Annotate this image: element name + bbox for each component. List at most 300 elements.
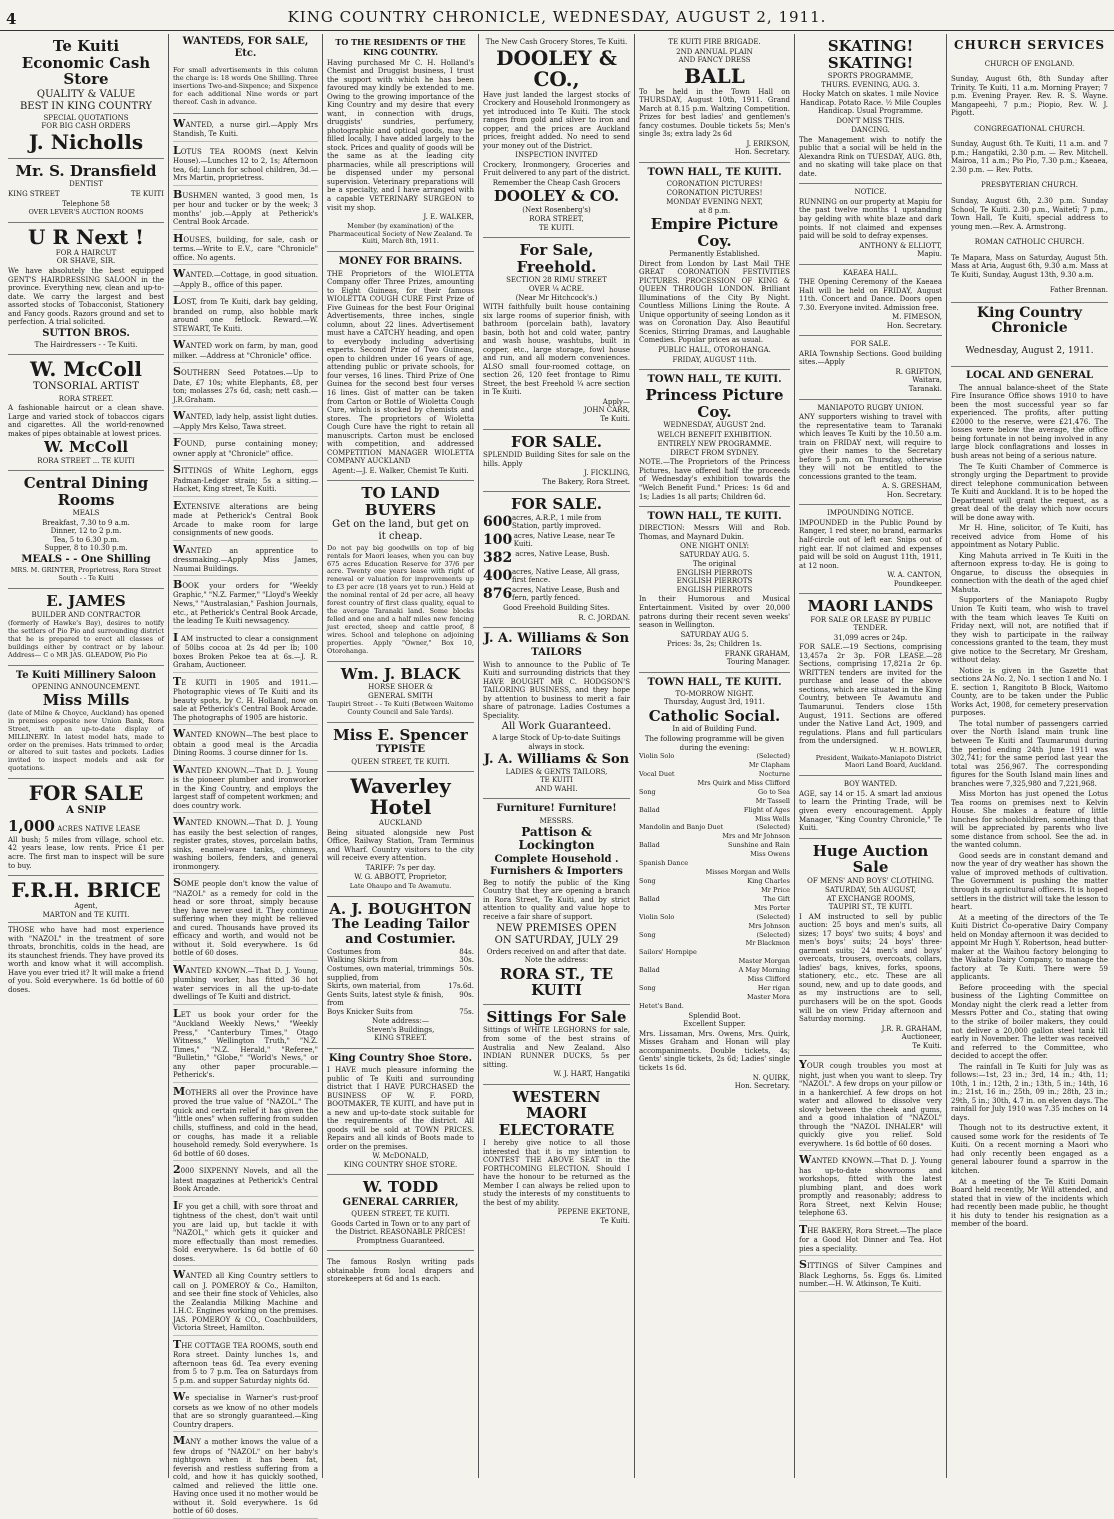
news-paragraph: The annual balance-sheet of the State Fire Insurance Office shows 1910 to have been the most successful year so far experienced. The profits, after putting £2000 to the reserve, were £21,476. The losses were below the average, the office being fortunate in not being involved in any large block conflagrations and losses in bush areas not being of a serious nature. <box>951 383 1108 460</box>
lot-acres: 876 <box>483 585 513 602</box>
programme-row <box>639 905 790 913</box>
page-number: 4 <box>6 10 17 28</box>
tariff-label: Costumes from <box>327 947 381 956</box>
sittings-body: Sittings of WHITE LEGHORNS for sale, from some of the best strains of Australia and New Zealand. Also INDIAN RUNNER DUCKS, 5s per sitting. <box>483 1026 630 1069</box>
maori-sign: PEPENE EKETONE, Te Kuiti. <box>557 1208 630 1225</box>
tariff-label: Skirts, own material, from <box>327 982 421 991</box>
james-title: BUILDER AND CONTRACTOR <box>31 610 141 619</box>
canton-sign: W. A. CANTON, Poundkeeper. <box>887 571 942 588</box>
kaeaea-head: KAEAEA HALL. <box>842 268 899 277</box>
wanteds-heading: WANTEDS, FOR SALE, Etc. <box>182 36 309 60</box>
empire-sub: Permanently Established. <box>669 250 760 259</box>
classified-ad: WANTED KNOWN.—That D. J. Young has easily the best selection of ranges, register grates, stoves, porcelain baths, sinks, enamel-ware tanks, chimneys, washing boilers, fenders, and general ironmongery. <box>173 815 318 874</box>
dooley-name: DOOLEY & CO., <box>496 45 617 91</box>
chemist-ad <box>327 34 474 252</box>
programme-row <box>639 878 790 886</box>
todd-title: GENERAL CARRIER, <box>342 1196 459 1208</box>
forsale-heading: FOR SALE <box>28 781 144 806</box>
programme-row <box>639 896 790 904</box>
chronicle-date: Wednesday, August 2, 1911. <box>965 345 1094 356</box>
rugby-head: MANIAPOTO RUGBY UNION. <box>817 403 924 412</box>
church-services-head: CHURCH SERVICES <box>953 38 1106 52</box>
brice-sub: Agent, MARTON and TE KUITI. <box>42 902 130 919</box>
classified-ad: FOUND, purse containing money; owner apply at "Chronicle" office. <box>173 436 318 461</box>
freehold-ad <box>483 238 630 429</box>
millinery-name: Miss Mills <box>42 691 130 710</box>
pattison-ad <box>483 799 630 1005</box>
townhall3: TOWN HALL, TE KUITI. <box>647 511 782 523</box>
classified-ad: SITTINGS of White Leghorn, eggs Padman-Ledger strain; 5s a sitting.—Hacket, King street, Te Kuiti. <box>173 463 318 496</box>
pattison-title: Complete Household . Furnishers & Importers <box>490 853 623 877</box>
boughton-tariff <box>327 948 474 1016</box>
lot-acres: 600 <box>483 513 513 530</box>
freehold-head: For Sale, Freehold. <box>516 241 597 276</box>
todd-name: W. TODD <box>362 1178 439 1197</box>
classified-ad: EXTENSIVE alterations are being made at Petherick's Central Book Arcade to make room for large consignments of new goods. <box>173 499 318 541</box>
empire-date: FRIDAY, AUGUST 11th. <box>672 355 757 364</box>
programme-row <box>639 940 790 948</box>
spencer-addr: QUEEN STREET, TE KUITI. <box>351 757 450 766</box>
news-paragraph: Though not to its destructive extent, it caused some work for the residents of Te Kuiti. On a recent morning a Maori who had only recently been engaged as a general labourer found a sparrow in the kitchen. <box>951 1124 1108 1175</box>
programme-row <box>639 994 790 1002</box>
column-2 <box>169 34 323 1516</box>
programme-item: Song <box>639 876 656 885</box>
jordan-sign: R. C. JORDAN. <box>578 613 630 622</box>
divider <box>951 302 1108 303</box>
gresham-sign: A. S. GRESHAM, Hon. Secretary. <box>882 482 942 499</box>
unext-sub: FOR A HAIRCUT OR SHAVE, SIR. <box>55 248 117 266</box>
tariff-price: 50s. <box>459 965 474 973</box>
classified-ad: HOUSES, building, for sale, cash or terms.—Write to E.V., care "Chronicle" office. No agents. <box>173 232 318 265</box>
roslyn-notice: The famous Roslyn writing pads obtainable from local drapers and storekeepers at 6d and 1s each. <box>327 1258 474 1284</box>
snip-acres: 1,000 <box>8 817 55 836</box>
social-intro: The following programme will be given during the evening: <box>644 735 785 752</box>
tariff-row <box>327 948 474 957</box>
classified-ad: WANTED, a nurse girl.—Apply Mrs Standish, Te Kuiti. <box>173 117 318 142</box>
programme-item: Ballad <box>639 894 660 903</box>
spencer-title: TYPISTE <box>375 744 426 756</box>
sports-head: SPORTS PROGRAMME, THURS. EVENING, AUG. 3. <box>821 72 920 89</box>
landbuyers-sub: Get on the land, but get on it cheap. <box>332 519 469 543</box>
classified-ad: LET us book your order for the "Auckland Weekly News," "Weekly Press," "Canterbury Times," Otago Witness," Wellington Truth," "N.Z. Times," "N.Z. Herald," "Referee," "Bulletin," "Globe," "World's News," or any other paper procurable.—Petherick's. <box>173 1007 318 1083</box>
inspection-label: INSPECTION INVITED <box>515 151 598 160</box>
ball-body: To be held in the Town Hall on THURSDAY, August 10th, 1911. Grand March at 8.15 p.m. Waltzing Competition. Prizes for best ladies' and gentlemen's fancy costumes. Double tickets 5s; Men's single 3s; extra lady 2s 6d <box>639 87 790 139</box>
boy-body: AGE, say 14 or 15. A smart lad anxious to learn the Printing Trade, will be given every encouragement. Apply Manager, "King Country Chronicle," Te Kuiti. <box>799 789 942 833</box>
impound-ad <box>799 505 942 594</box>
lot-acres: 400 <box>483 567 513 584</box>
dentist-address <box>8 190 164 199</box>
maori-body: I hereby give notice to all those interested that it is my intention to CONTEST THE ABOVE SEAT in the FORTHCOMING ELECTION. Should I have the honour to be returned as the Member I can always be relied upon to study the interests of my constituents to the best of my ability. <box>483 1139 630 1207</box>
furniture-head: Furniture! Furniture! <box>496 803 617 815</box>
snip-ad <box>8 779 164 876</box>
freehold-apply: Apply— JOHN CARR, Te Kuiti. <box>583 397 630 423</box>
hart-sign: W. J. HART, Hangatiki <box>553 1070 630 1079</box>
waverley-body: Being situated alongside new Post Office, Railway Station, Tram Terminus and Wharf. Country visitors to the city will receive every attention. <box>327 828 474 863</box>
dentist-town: TE KUITI <box>130 189 164 198</box>
programme-performer: A May Morning <box>738 966 790 975</box>
programme-item: Song <box>639 930 656 939</box>
classified-ad: WANTED KNOWN.—That D. J. Young, plumbing worker, has fitted 36 hot water services in all the up-to-date dwellings of Te Kuiti and district. <box>173 963 318 1005</box>
auction-ad <box>799 839 942 1057</box>
store-special: SPECIAL QUOTATIONS FOR BIG CASH ORDERS <box>41 113 131 131</box>
residents-body: Having purchased Mr C. H. Holland's Chemist and Druggist business, I trust the support with which he has been favoured may kindly be extended to me. Owing to the growing importance of the King Country and my desire that every want, in connection with drugs, druggists' sundries, perfumery, photographic and optical goods, may be filled locally, I have added largely to the stock. Prices and quality of goods will be the same as at the leading city pharmacies, while all prescriptions will be dispensed under my personal supervision. Veterinary preparations will be a specialty, and I have arranged with a capable VETERINARY SURGEON to visit my shop. <box>327 58 474 212</box>
programme-row <box>639 923 790 931</box>
programme-performer: Mrs and Mr Johnson <box>722 832 790 841</box>
dentist-street: KING STREET <box>8 189 60 198</box>
fire-brigade-ad <box>639 34 790 163</box>
presbyterian-head: PRESBYTERIAN CHURCH. <box>980 181 1079 190</box>
boughton-ad <box>327 897 474 1049</box>
programme-row <box>639 851 790 859</box>
dining-name: Central Dining Rooms <box>23 474 149 509</box>
shoe-ad <box>327 1049 474 1176</box>
social-programme <box>639 753 790 1011</box>
brennan-sign: Father Brennan. <box>1049 286 1108 295</box>
williams-stock: A large Stock of Up-to-date Suitings always in stock. <box>492 734 621 751</box>
lot-desc: acres, Native Lease, near Te Kuiti. <box>513 531 615 549</box>
column-7 <box>947 34 1112 1478</box>
programme-performer: Mr Clapham <box>748 760 790 769</box>
brice-ad <box>8 876 164 999</box>
snip-acres-line <box>8 818 164 835</box>
classified-ad: THE COTTAGE TEA ROOMS, south end Rora street. Dainty lunches 1s, and afternoon teas 6d. Tea every evening from 5 to 7 p.m. Tea on Saturdays from 5 p.m. and supper Saturday nights 6d. <box>173 1338 318 1389</box>
mccoll-title: TONSORIAL ARTIST <box>33 381 139 393</box>
princess-programme: ENTIRELY NEW PROGRAMME. DIRECT FROM SYDNEY. <box>657 440 772 457</box>
maorilands-head: MAORI LANDS <box>807 597 934 616</box>
boughton-title: The Leading Tailor and Costumier. <box>331 917 470 947</box>
programme-row <box>639 807 790 815</box>
tariff-row <box>327 1008 474 1017</box>
skating-ad <box>799 34 942 184</box>
freehold-section: SECTION 28 RIMU STREET OVER ¼ ACRE. (Near Mr Hitchcock's.) <box>506 276 607 302</box>
townhall1: TOWN HALL, TE KUITI. <box>647 166 782 178</box>
classified-ad: IF you get a chill, with sore throat and tightness of the chest, don't wait until you are laid up, but tackle it with "NAZOL," which gets it quicker and more effectually than most remedies. Sold everywhere. 1s 6d bottle of 60 doses. <box>173 1199 318 1267</box>
news-paragraph: Good seeds are in constant demand and now the year of dry weather has shown the value of improved methods of cultivation. The Government is pushing the matter through its agricultural officers. It is hoped settlers in the district will take the lesson to heart. <box>951 851 1108 912</box>
programme-performer: (Selected) <box>756 823 790 832</box>
news-paragraph: Miss Morton has just opened the Lotus Tea rooms on premises next to Kelvin House. She makes a feature of little lunches for schoolchildren, something that will be appreciated by parents who live some distance from school. See the ad. in the wanted column. <box>951 790 1108 850</box>
tariff-price: 17s.6d. <box>448 982 474 991</box>
divider <box>8 922 164 923</box>
news-paragraph: The rainfall in Te Kuiti for July was as follows:—1st, 23 in.; 3rd, 14 in.; 4th, 11; 10th, 1 in.; 12th, 2 in.; 13th, 5 in.; 14th, 16 in.; 21st, 16 in.; 25th, 09 in.; 28th, 23 in.; 29th, 5 in.; 30th, 4.7 in. on eleven days. The rainfall for July 1910 was 7.35 inches on 14 days. <box>951 1062 1108 1122</box>
programme-item: Vocal Duet <box>639 769 675 778</box>
programme-performer: Mrs Porter <box>754 903 790 912</box>
masthead-title: KING COUNTRY CHRONICLE, WEDNESDAY, AUGUST 2, 1911. <box>287 8 827 26</box>
catholic-head: ROMAN CATHOLIC CHURCH. <box>974 238 1085 247</box>
news-paragraph: King Mahuta arrived in Te Kuiti in the afternoon express to-day. He is going to Ongarue, to discuss the obsequies in connection with the death of the aged chief Mahuta. <box>951 551 1108 594</box>
column-5 <box>635 34 795 1478</box>
classified-ad: WANTED.—Cottage, in good situation.—Apply B., office of this paper. <box>173 267 318 292</box>
news-paragraph: At a meeting of the Te Kuiti Domain Board held recently, Mr Will attended, and stated that in view of the incidents which had recently been made public, he thought it his duty to tender his resignation as a member of the board. <box>951 1177 1108 1229</box>
programme-row <box>639 762 790 770</box>
rora-address: RORA ST., TE KUITI <box>499 964 614 1000</box>
millinery-ad <box>8 666 164 780</box>
unext-body: We have absolutely the best equipped GENT'S HAIRDRESSING SALOON in the province. Everything new, clean and up-to-date. We carry the largest and best assorted stocks of Tobacconist, Stationery and Fancy goods. Razors ground and set to perfection. A trial solicited. <box>8 267 164 327</box>
mccoll-street: RORA STREET. <box>58 394 114 403</box>
brains-ad <box>327 252 474 481</box>
england-body: Sunday, August 6th, 8th Sunday after Trinity. Te Kuiti, 11 a.m. Morning Prayer; 7 p.m. Evening Prayer. Rev. R. S. Wayne. Mangapeehi, 7 p.m.; Piopio, Rev. W. J. Pigott. <box>951 75 1108 118</box>
williams2-title: LADIES & GENTS TAILORS, TE KUITI AND WAHI. <box>505 767 608 793</box>
lots-foot: Good Freehold Building Sites. <box>503 604 610 613</box>
maorilands-sub: FOR SALE OR LEASE BY PUBLIC TENDER. <box>810 615 931 633</box>
programme-performer: (Selected) <box>756 912 790 921</box>
chronicle-title: King Country Chronicle <box>976 304 1083 337</box>
programme-item: Sailors' Hornpipe <box>639 948 697 957</box>
news-paragraph: Supporters of the Maniapoto Rugby Union Te Kuiti team, who wish to travel with the team which leaves Te Kuiti on Friday next, will not, are notified that if they wish to participate in the railway concessions granted to the team, they must give notice to the Secretary, Mr Gresham, without delay. <box>951 596 1108 665</box>
rugby-ad <box>799 400 942 506</box>
pierrots-date: SATURDAY AUG 5. <box>680 630 749 639</box>
land-lots <box>483 514 630 603</box>
mccoll-ad <box>8 355 164 471</box>
programme-item: Spanish Dance <box>639 859 689 868</box>
programme-row <box>639 753 790 761</box>
mccoll-name: W. McColl <box>29 357 143 382</box>
bowler-sign: W. H. BOWLER, President, Waikato-Maniapoto District Maori Land Board, Auckland. <box>815 745 942 770</box>
land-lot <box>483 514 630 531</box>
brigade-head: TE KUITI FIRE BRIGADE. <box>668 38 761 46</box>
programme-row <box>639 914 790 922</box>
grocery-head: The New Cash Grocery Stores, Te Kuiti. <box>485 38 628 46</box>
fickling-ad <box>483 430 630 493</box>
meal-times: Breakfast, 7.30 to 9 a.m. Dinner, 12 to 2 p.m. Tea, 5 to 6.30 p.m. Supper, 8 to 10.30 p.m. <box>42 518 130 553</box>
tariff-row <box>327 956 474 965</box>
programme-performer: (Selected) <box>756 752 790 761</box>
tariff-label: Walking Skirts from <box>327 956 398 965</box>
classified-ad: TE KUITI in 1905 and 1911.—Photographic views of Te Kuiti and its beauty spots, by C. H. Holland, now on sale at Petherick's Central Book Arcade. The photographs of 1905 are historic. <box>173 675 318 726</box>
tariff-price: 75s. <box>459 1007 474 1016</box>
classified-ad: WANTED all King Country settlers to call on J. POMEROY & Co., Hamilton, and see their fine stock of Vehicles, also the Zealandia Milking Machine and I.H.C. Engines working on the premises. JAS. POMEROY & CO., Coachbuilders, Victoria Street, Hamilton. <box>173 1268 318 1336</box>
programme-row <box>639 985 790 993</box>
sittings-ad <box>483 1005 630 1085</box>
programme-performer: Go to Sea <box>758 787 790 796</box>
pattison-name: Pattison & Lockington <box>518 825 595 853</box>
dining-ad <box>8 471 164 589</box>
black-addr: Taupiri Street - - Te Kuiti (Between Waitomo County Council and Sale Yards). <box>327 700 474 717</box>
furniture-messrs: MESSRS. <box>539 816 574 825</box>
premises-body: Orders received on and after that date. Note the address: <box>486 947 627 965</box>
auction-sub: OF MENS' AND BOYS' CLOTHING. <box>807 876 934 885</box>
dentist-name: Mr. S. Dransfield <box>15 161 157 180</box>
classified-ad: LOST, from Te Kuiti, dark bay gelding, branded on rump, also hobble mark around one fetlock. Reward.—W. STEWART, Te Kuiti. <box>173 294 318 336</box>
boughton-name: A. J. BOUGHTON <box>329 899 472 918</box>
princess-ad <box>639 370 790 507</box>
abbott-sub: Late Ohaupo and Te Awamutu. <box>349 881 452 890</box>
programme-performer: Her rigan <box>757 984 790 993</box>
dining-prop: MRS. M. GRINTER, Proprietress, Rora Street South - - Te Kuiti <box>10 566 162 583</box>
news-paragraph: At a meeting of the directors of the Te Kuiti District Co-operative Dairy Company held on Monday afternoon it was decided to appoint Mr Hugh Y. Robertson, head butter-maker at the Waihou factory belonging to the Waikato Dairy Company, to manage the factory at Te Kuiti. There were 59 applicants. <box>951 913 1108 982</box>
classified-ad: SOUTHERN Seed Potatoes.—Up to Date, £7 10s; white Elephants, £8, per ton; molasses 27s 6d, cash; nett cash.—J.R.Graham. <box>173 365 318 407</box>
james-ad <box>8 589 164 666</box>
tariff-price: 30s. <box>459 956 474 965</box>
programme-row <box>639 833 790 841</box>
classified-ad: WANTED KNOWN—The best place to obtain a good meal is the Arcadia Dining Rooms. 3 course dinner for 1s. <box>173 727 318 760</box>
todd-body: Goods Carted in Town or to any part of the District. REASONABLE PRICES! Promptness Guaranteed. <box>331 1219 470 1245</box>
programme-row <box>639 780 790 788</box>
divider <box>951 366 1108 367</box>
column-6 <box>795 34 947 1478</box>
catholic-social-ad <box>639 673 790 1096</box>
news-paragraph: Notice is given in the Gazette that sections 2A No. 2, No. 1 section 1 and No. 1 E. section 1, Rangitoto B Block, Waitomo County, are to be taken under the Public Works Act, 1908, for cemetery preservation purposes. <box>951 666 1108 718</box>
meal-price: MEALS - - One Shilling <box>21 553 151 565</box>
land-lot <box>483 568 630 585</box>
programme-item: Violin Solo <box>639 752 675 761</box>
classified-ad: WANTED, lady help, assist light duties.—Apply Mrs Kelso, Tawa street. <box>173 409 318 434</box>
kaeaea-ad <box>799 265 942 337</box>
programme-row <box>639 824 790 832</box>
nazol-notice: YOUR cough troubles you most at night, just when you want to sleep. Try "NAZOL". A few drops on your pillow or in a hankerchief. A few drops on hot water and allowed to dissolve very slowly between the cheek and gums, and a good inhalation of "NAZOL" through the "NAZOL INHALER" will quickly give you relief. Sold everywhere. 1s 6d bottle of 60 doses. <box>799 1058 942 1151</box>
coronation-head: CORONATION PICTURES! CORONATION PICTURES! <box>666 180 763 197</box>
todd-addr: QUEEN STREET, TE KUITI. <box>351 1210 450 1219</box>
notice-sign: ANTHONY & ELLIOTT, Mapiu. <box>859 241 942 259</box>
local-paragraphs <box>951 384 1108 1229</box>
news-paragraph: The total number of passengers carried over the North Island main trunk line between Te Kuiti and Taumarunui during the period ending 24th June 1911 was 302,741; for the same period last year the total was 256,967. The corresponding figures for the South Island main lines and branches were 7,325,980 and 7,221,968. <box>951 719 1108 788</box>
spencer-ad <box>327 723 474 772</box>
auction-head: Huge Auction Sale <box>812 841 929 877</box>
england-head: CHURCH OF ENGLAND. <box>984 59 1075 68</box>
dancing-body: The Management wish to notify the public that a social will be held in the Alexandra Rink on TUESDAY, AUG. 8th, and no skating will take place on that date. <box>799 135 942 178</box>
waverley-city: AUCKLAND <box>379 819 422 828</box>
programme-row <box>639 949 790 957</box>
millinery-head: Te Kuiti Millinery Saloon <box>15 669 157 681</box>
programme-performer: Flight of Ages <box>743 805 790 814</box>
quirk-sign: N. QUIRK, Hon. Secretary. <box>734 1073 790 1091</box>
programme-row <box>639 771 790 779</box>
shoe-sign: W. McDONALD, KING COUNTRY SHOE STORE. <box>343 1152 458 1169</box>
boughton-addr: Note address:— Steven's Buildings, KING STREET. <box>366 1017 435 1043</box>
abbott-name: W. G. ABBOTT, Proprietor, <box>354 873 447 882</box>
programme-item: Ballad <box>639 841 660 850</box>
classified-ad: SOME people don't know the value of "NAZOL" as a remedy for cold in the head or sore throat, simply because they have never used it. They continue suffering when they might be relieved and cured. Thousands have proved its efficacy and worth, and would not be without it. Sold everywhere. 1s 6d bottle of 60 doses. <box>173 876 318 961</box>
aria-ad <box>799 336 942 399</box>
williams-guarantee: All Work Guaranteed. <box>501 721 612 733</box>
millinery-sub: OPENING ANNOUNCEMENT. <box>31 682 141 691</box>
classified-ad: MANY a mother knows the value of a few drops of "NAZOL" on her baby's nightgown when it has been fat, feverish and restless suffering from a cold, and how it has quickly soothed, calmed and relieved the little one. Having once used it no mother would be without it. Sold everywhere. 1s 6d bottle of 60 doses. <box>173 1434 318 1519</box>
princess-body: NOTE.—The Proprietors of the Princess Pictures, have offered half the proceeds of Wednesday's exhibition towards the "Welch Benefit Fund." Prices: 1s 6d and 1s; Ladies 1s all parts; Children 6d. <box>639 458 790 501</box>
news-paragraph: Before proceeding with the special business of the Lighting Committee on Monday night the clerk read a letter from Messrs Potter and Co., stating that owing to the strike of boiler makers, they could not deliver a 20,000 gallon steel tank till early in November. The letter was received and referred to the Committee, who decided to accept the offer. <box>951 983 1108 1061</box>
impound-head: IMPOUNDING NOTICE. <box>827 509 914 518</box>
dooley2-addr: RORA STREET, TE KUITI. <box>529 215 584 232</box>
news-paragraph: The Te Kuiti Chamber of Commerce is strongly urging the Department to provide direct telephone communication between Te Kuiti and Auckland. It is to be hoped the Department will grant the request, as a great deal of the delay which now occurs will be done away with. <box>951 462 1108 522</box>
lot-desc: acres, Native Lease, Bush and fern, partly fenced. <box>512 585 620 603</box>
rugby-body: ANY supporters wishing to travel with the representative team to Taranaki which leaves Te Kuiti by the 10.50 a.m. train on FRIDAY next, will require to give their names to the Secretary before 5 p.m. on Thursday, otherwise they will not be entitled to the concessions granted to the team. <box>799 413 942 481</box>
programme-row <box>639 932 790 940</box>
brains-agent: Agent:—J. E. Walker, Chemist Te Kuiti. <box>332 466 469 475</box>
dentist-title: DENTIST <box>69 180 103 189</box>
land-lot <box>483 586 630 603</box>
princess-date: WEDNESDAY, AUGUST 2nd. <box>663 421 766 430</box>
williams-name: J. A. Williams & Son <box>483 631 630 647</box>
programme-performer: Master Mora <box>746 992 790 1001</box>
empire-ad <box>639 163 790 370</box>
tariff-label: Gents Suits, latest style & finish, from <box>327 990 444 1008</box>
snip-acres-label: ACRES NATIVE LEASE <box>57 825 141 834</box>
classified-ad: LOTUS TEA ROOMS (next Kelvin House).—Lunches 12 to 2, 1s; Afternoon tea, 6d; Lunch for school children, 3d.—Mrs Martin, proprietress. <box>173 144 318 186</box>
programme-performer: Nocturne <box>758 769 790 778</box>
meals-label: MEALS <box>72 509 100 518</box>
williams-title: TAILORS <box>531 647 582 659</box>
williams-body: Wish to announce to the Public of Te Kuiti and surrounding districts that they HAVE BOUGHT MR C. HODGSON'S TAILORING BUSINESS, and they hope by attention to business to merit a fair share of patronage. Ladies Costumes a Speciality. <box>483 660 630 720</box>
classified-ad: BUSHMEN wanted, 3 good men, 1s per hour and tucker or by the week; 3 months' job.—Apply at Petherick's Central Book Arcade. <box>173 188 318 230</box>
pierrots-ad <box>639 507 790 673</box>
programme-performer: Miss Owens <box>750 850 790 859</box>
mccoll2-street: RORA STREET ... TE KUITI <box>37 456 135 465</box>
tariff-price: 90s. <box>459 990 474 999</box>
waverley-name: Waverley Hotel <box>350 774 451 820</box>
dontmiss-label: DON'T MISS THIS. <box>836 116 905 125</box>
programme-performer: Sunshine and Rain <box>728 841 790 850</box>
pattison-body: Beg to notify the public of the King Country that they are opening a branch in Rora Street, Te Kuiti, and by strict attention to quality and value hope to receive a fair share of support. <box>483 878 630 922</box>
programme-item: Hetet's Band. <box>639 1001 684 1010</box>
direction-label: DIRECTION: Messrs Will and Rob. Thomas, and Maynard Dukin. <box>639 524 790 541</box>
spencer-name: Miss E. Spencer <box>333 725 468 744</box>
snip-body: All bush; 5 miles from village, school etc. 42 years lease, low rents. Price £1 per acre. The first man to inspect will be sure to buy. <box>8 835 164 870</box>
programme-item: Ballad <box>639 966 660 975</box>
congregational-head: CONGREGATIONAL CHURCH. <box>974 124 1085 133</box>
fickling-sign: J. FICKLING, The Bakery, Rora Street. <box>542 469 630 486</box>
maorilands-body: FOR SALE.—19 Sections, comprising 13,457a 2r 3p. FOR LEASE.—28 Sections, comprising 17,821a 2r 6p. WRITTEN tenders are invited for the purchase and lease of the above sections, which are situated in the King Country, between Te Awamutu and Taumarunui. Tenders close 15th August, 1911. Sections are offered under the Native Land Act, 1909, and regulations. Plans and full particulars from the undersigned. <box>799 643 942 746</box>
boy-head: BOY WANTED. <box>843 780 898 789</box>
waverley-tariff: TARIFF: 7s per day. <box>365 863 436 872</box>
programme-performer: (Selected) <box>756 930 790 939</box>
social-aid: In aid of Building Fund. <box>672 725 757 734</box>
kaeaea-body: THE Opening Ceremony of the Kaeaea Hall will be held on FRIDAY, August 11th. Concert and Dance. Doors open 7.30. Everyone invited. Admission free. <box>799 278 942 312</box>
townhall2: TOWN HALL, TE KUITI. <box>647 374 782 386</box>
maori-head: WESTERN MAORI ELECTORATE <box>498 1087 615 1139</box>
programme-row <box>639 860 790 868</box>
james-name: E. JAMES <box>46 592 126 611</box>
programme-row <box>639 976 790 984</box>
residents-head: TO THE RESIDENTS OF THE KING COUNTRY. <box>335 37 466 57</box>
lot-acres: 382 <box>483 549 513 566</box>
empire-hall: PUBLIC HALL, OTOROHANGA. <box>658 346 771 354</box>
column-4 <box>479 34 635 1478</box>
bakery-notice: THE BAKERY, Rora Street.—The place for a Good Hot Dinner and Tea. Hot pies a speciality. <box>799 1223 942 1256</box>
programme-performer: Mrs Johnson <box>748 921 790 930</box>
forsale1-body: SPLENDID Building Sites for sale on the hills. Apply <box>483 451 630 468</box>
boy-wanted-ad <box>799 776 942 838</box>
shoe-body: I HAVE much pleasure informing the public of Te Kuiti and surrounding district that I HAVE PURCHASED the BUSINESS OF W. F. FORD, BOOTMAKER, TE KUITI, and have put in a new and up-to-date stock suitable for the requirements of the district. All goods will be sold at TOWN PRICES. Repairs and all kinds of Boots made to order on the premises. <box>327 1065 474 1151</box>
ball-sub: 2ND ANNUAL PLAIN AND FANCY DRESS <box>676 47 753 65</box>
programme-performer: Mr Blackmon <box>745 939 790 948</box>
classified-ad: WANTED an apprentice to dressmaking.—Apply Miss James, Naumai Buildings. <box>173 543 318 576</box>
millinery-body: (late of Milne & Choyce, Auckland) has opened in premises opposite new Union Bank, Rora Street, with an up-to-date display of MILLINERY. In latest model hats, made to order on the premises. Hats trimmed to order, or altered to suit tastes and pockets. Ladies invited to inspect models and ask for quotations. <box>8 708 164 773</box>
dentist-phone: Telephone 58 <box>62 199 110 208</box>
programme-performer: Master Morgan <box>738 957 790 966</box>
black-title: HORSE SHOER & GENERAL SMITH <box>368 683 433 700</box>
forsale1-head: FOR SALE. <box>510 432 603 451</box>
presbyterian-body: Sunday, August 6th, 2.30 p.m. Sunday School, Te Kuiti. 2.30 p.m., Waitetī; 7 p.m., Town Hall, Te Kuiti, special address to young men.—Rev. A. Armstrong. <box>951 197 1108 231</box>
programme-row <box>639 798 790 806</box>
welch-label: WELCH BENEFIT EXHIBITION. <box>657 430 772 439</box>
tariff-label: Costumes, own material, trimmings supplied, from <box>327 965 454 982</box>
programme-item: Song <box>639 984 656 993</box>
williams2-name: J. A. Williams & Son <box>483 751 630 767</box>
skating-head: SKATING! SKATING! <box>827 37 914 72</box>
programme-performer: Mr Tassell <box>755 796 790 805</box>
programme-row <box>639 887 790 895</box>
maori-electorate-ad <box>483 1085 630 1231</box>
classified-ad: WANTED work on farm, by man, good milker. —Address at "Chronicle" office. <box>173 338 318 363</box>
impound-body: IMPOUNDED in the Public Pound by Ranger, 1 red steer, no brand, earmarks half-circle out of left ear. Snips out of right ear. If not claimed and expenses paid will be sold on August 11th, 1911, at 12 noon. <box>799 518 942 570</box>
pierrots-body: In their Humorous and Musical Entertainment. Visited by over 20,000 patrons during their recent seven weeks' season in Wellington. <box>639 595 790 630</box>
dancing-head: DANCING. <box>851 126 890 135</box>
empire-name: Empire Picture Coy. <box>650 215 779 250</box>
grifton-sign: R. GRIFTON, Waitara, Taranaki. <box>895 367 942 393</box>
programme-performer: Mrs Quirk and Miss Clifford <box>697 778 790 787</box>
sutton-sub: The Hairdressers - - Te Kuiti. <box>34 340 138 349</box>
lot-desc: acres, Native Lease, All grass, first fence. <box>512 567 620 585</box>
maorilands-acres: 31,099 acres or 24p. <box>833 633 908 642</box>
programme-item: Song <box>639 787 656 796</box>
